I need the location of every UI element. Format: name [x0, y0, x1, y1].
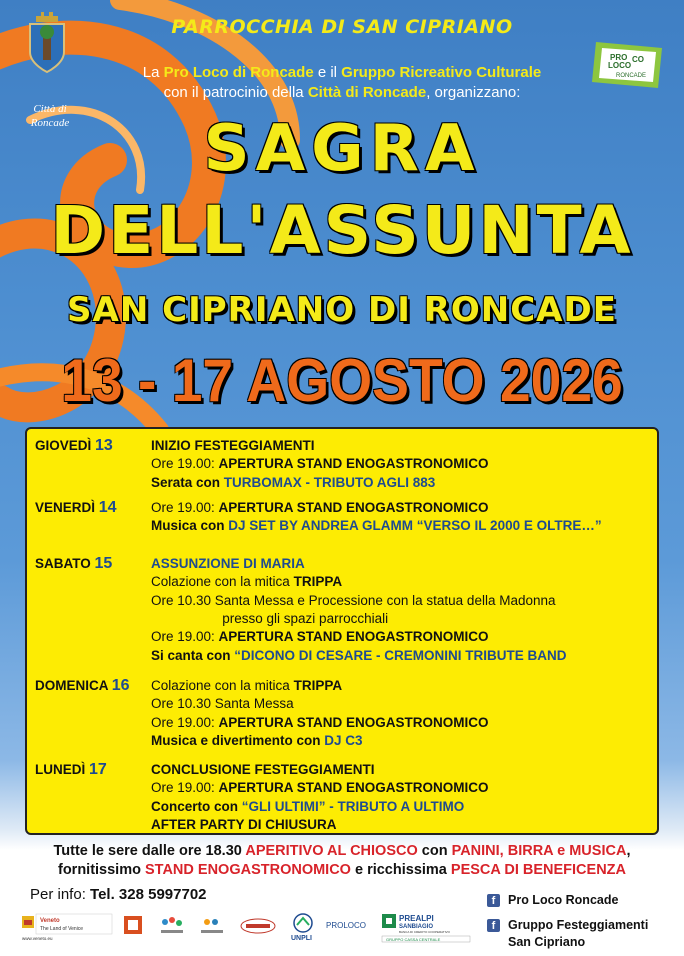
schedule-text: Ore 10.30 Santa Messa e Processione con la statua della Madonna [151, 592, 556, 608]
day-name: DOMENICA [35, 678, 108, 693]
facebook-gruppo-label1: Gruppo Festeggiamenti [508, 918, 649, 932]
sponsor-logo-red [240, 916, 276, 936]
proloco-text4: RONCADE [616, 73, 647, 79]
veneto-text3: www.veneto.eu [22, 936, 53, 941]
schedule-text: Serata con [151, 474, 224, 490]
facebook-gruppo [487, 918, 648, 932]
schedule-highlight: “GLI ULTIMI” - TRIBUTO A ULTIMO [241, 798, 465, 814]
footer1-e: , [626, 843, 631, 859]
org1-mid: e il [313, 64, 342, 81]
schedule-text: INIZIO FESTEGGIAMENTI [151, 438, 315, 453]
day-name: SABATO [35, 556, 91, 571]
footer2-a: fornitissimo [57, 862, 145, 878]
schedule-highlight: TURBOMAX - TRIBUTO AGLI 883 [223, 474, 436, 490]
proloco-text2: LOCO [608, 61, 632, 70]
org2-post: , organizzano: [426, 84, 521, 101]
proloco-text1: PRO [610, 53, 628, 62]
proloco-small-logo [326, 914, 367, 938]
schedule-line [151, 592, 556, 610]
schedule-text: CONCLUSIONE FESTEGGIAMENTI [151, 762, 375, 777]
schedule-box [25, 427, 659, 835]
facebook-gruppo-line2: San Cipriano [508, 935, 586, 949]
proloco-small-text: PROLOCO [326, 921, 367, 930]
org1-proloco: Pro Loco di Roncade [163, 64, 314, 81]
veneto-logo [22, 912, 114, 942]
prealpi-text2: SANBIAGIO [399, 924, 434, 930]
schedule-bold: APERTURA STAND ENOGASTRONOMICO [218, 500, 489, 515]
schedule-line [151, 647, 567, 665]
day-number: 17 [89, 761, 107, 778]
facebook-proloco-label: Pro Loco Roncade [508, 893, 619, 907]
schedule-bold: TRIPPA [293, 678, 343, 693]
schedule-text: Ore 19.00: [151, 714, 219, 730]
prealpi-text4: GRUPPO CASSA CENTRALE [386, 937, 441, 942]
title-sagra: SAGRA [203, 112, 481, 186]
org1-pre: La [142, 64, 164, 81]
schedule-line [151, 517, 602, 535]
unpli-text: UNPLI [291, 935, 312, 942]
prealpi-sanbiagio-logo [382, 912, 472, 944]
prealpi-text3: BANCA DI CREDITO COOPERATIVO [399, 930, 450, 934]
veneto-text2: The Land of Venice [40, 926, 84, 932]
info-contact [30, 886, 207, 903]
schedule-line [151, 455, 489, 473]
title-assunta: DELL'ASSUNTA [50, 192, 634, 269]
parish-title: PARROCCHIA DI SAN CIPRIANO [171, 16, 513, 38]
day-number: 14 [98, 499, 117, 516]
schedule-line [151, 798, 464, 816]
unpli-treviso-logo [197, 914, 227, 940]
schedule-line [151, 761, 375, 779]
schedule-line [151, 695, 294, 713]
facebook-icon: f [487, 919, 500, 932]
org1-gruppo: Gruppo Ricreativo Culturale [341, 64, 542, 81]
schedule-text: Ore 19.00: [151, 780, 219, 796]
organizers-line1 [0, 64, 684, 81]
facebook-icon: f [487, 894, 500, 907]
title-location: SAN CIPRIANO DI RONCADE [67, 290, 617, 330]
schedule-line [151, 610, 388, 628]
schedule-line [151, 732, 363, 750]
footer2-stand: STAND ENOGASTRONOMICO [145, 862, 351, 878]
veneto-text1: Veneto [40, 918, 60, 924]
schedule-line [151, 573, 342, 591]
schedule-bold: APERTURA STAND ENOGASTRONOMICO [218, 456, 489, 472]
unpli-veneto-logo [157, 914, 187, 940]
footer1-panini: PANINI, BIRRA e MUSICA [451, 843, 627, 859]
schedule-highlight: DJ C3 [324, 732, 363, 748]
schedule-highlight: ASSUNZIONE DI MARIA [151, 556, 305, 571]
schedule-line [151, 779, 489, 797]
org2-citta: Città di Roncade [307, 84, 427, 101]
footer-line1 [0, 843, 684, 859]
sponsor-logos [22, 912, 472, 948]
schedule-line [151, 816, 337, 834]
schedule-bold: TRIPPA [293, 574, 343, 590]
org2-pre: con il patrocinio della [163, 84, 308, 101]
schedule-text: AFTER PARTY DI CHIUSURA [151, 816, 337, 832]
organizers-line2 [0, 84, 684, 101]
facebook-proloco [487, 893, 618, 907]
footer1-c: con [417, 843, 452, 859]
day-number: 16 [111, 677, 130, 694]
info-phone: Tel. 328 5997702 [90, 886, 207, 903]
day-number: 15 [94, 555, 113, 572]
schedule-text: Ore 19.00: [151, 500, 219, 515]
schedule-line [151, 555, 305, 573]
schedule-line [151, 499, 489, 517]
day-number: 13 [95, 437, 113, 454]
schedule-day-14 [35, 499, 117, 517]
schedule-line [151, 628, 489, 646]
schedule-text: Si canta con [151, 647, 235, 663]
info-label: Per info: [30, 886, 91, 903]
schedule-day-17 [35, 761, 107, 779]
schedule-line [151, 714, 489, 732]
schedule-text: Ore 19.00: [151, 629, 219, 645]
prealpi-text1: PREALPI [399, 914, 434, 923]
schedule-text: Colazione con la mitica [151, 574, 294, 590]
schedule-text: Ore 10.30 Santa Messa [151, 696, 294, 712]
schedule-line [151, 677, 342, 695]
footer2-c: e ricchissima [350, 862, 451, 878]
schedule-text: Ore 19.00: [151, 456, 219, 472]
event-dates: 13 - 17 AGOSTO 2026 [61, 347, 623, 414]
schedule-bold: APERTURA STAND ENOGASTRONOMICO [218, 780, 489, 796]
schedule-highlight: “DICONO DI CESARE - CREMONINI TRIBUTE BAND [234, 647, 567, 663]
day-name: LUNEDÌ [35, 762, 86, 777]
schedule-line [151, 437, 315, 455]
footer2-pesca: PESCA DI BENEFICENZA [450, 862, 626, 878]
schedule-highlight: DJ SET BY ANDREA GLAMM “VERSO IL 2000 E OLTRE…” [228, 518, 602, 534]
day-name: VENERDÌ [35, 500, 96, 515]
unpli-logo [288, 912, 318, 942]
city-logo-caption-line2: Roncade [30, 117, 70, 129]
schedule-bold: APERTURA STAND ENOGASTRONOMICO [218, 714, 489, 730]
schedule-text: Musica e divertimento con [151, 732, 325, 748]
city-logo-caption-line1: Città di [33, 103, 67, 115]
schedule-line [151, 474, 435, 492]
proloco-text3: CO [632, 55, 644, 64]
day-name: GIOVEDÌ [35, 438, 92, 453]
schedule-day-16 [35, 677, 130, 695]
provincia-logo [122, 914, 144, 938]
schedule-text: Concerto con [151, 798, 242, 814]
schedule-bold: APERTURA STAND ENOGASTRONOMICO [218, 629, 489, 645]
schedule-day-15 [35, 555, 112, 573]
schedule-text: presso gli spazi parrocchiali [151, 610, 389, 626]
footer1-a: Tutte le sere dalle ore 18.30 [53, 843, 246, 859]
footer1-aperitivo: APERITIVO AL CHIOSCO [245, 843, 418, 859]
schedule-text: Colazione con la mitica [151, 678, 294, 693]
schedule-day-13 [35, 437, 113, 455]
footer-line2 [0, 862, 684, 878]
schedule-text: Musica con [151, 518, 229, 534]
